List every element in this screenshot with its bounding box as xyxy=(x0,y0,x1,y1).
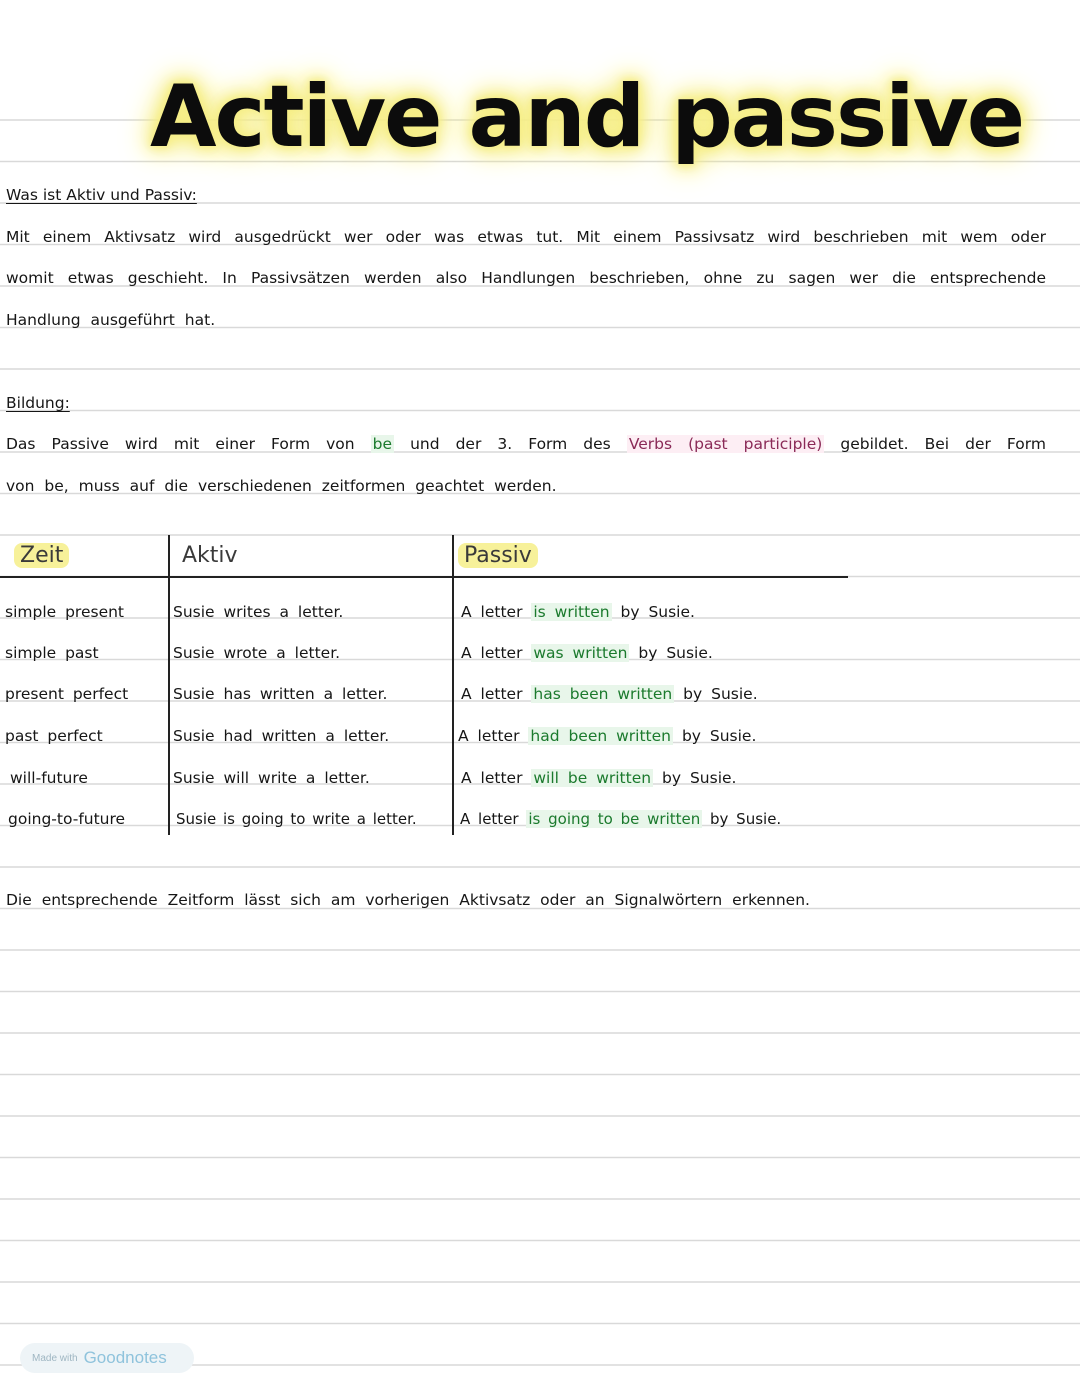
passiv-subject: A letter xyxy=(460,810,519,828)
aktiv-cell: Susie writes a letter. xyxy=(173,603,344,621)
passiv-verb: has been written xyxy=(533,685,673,703)
footer-note: Die entsprechende Zeitform lässt sich am vorherigen Aktivsatz oder an Signalwörtern erkennen. xyxy=(6,891,810,909)
passiv-agent: by Susie. xyxy=(662,769,737,787)
passiv-cell xyxy=(458,727,756,745)
be-highlight: be xyxy=(372,435,393,453)
passiv-agent: by Susie. xyxy=(638,644,713,662)
passiv-cell xyxy=(461,644,713,662)
passiv-cell xyxy=(460,810,781,828)
table-row xyxy=(0,802,850,842)
zeit-cell: going-to-future xyxy=(8,810,126,828)
formation-text-c: gebildet. Bei der Form xyxy=(840,435,1046,453)
passiv-agent: by Susie. xyxy=(620,603,695,621)
page-title: Active and passive xyxy=(150,67,1024,167)
passiv-verb: had been written xyxy=(530,727,671,745)
passiv-verb: will be written xyxy=(533,769,652,787)
zeit-cell: will-future xyxy=(10,769,88,787)
table-header-passiv: Passiv xyxy=(458,543,538,568)
definition-line-3: Handlung ausgeführt hat. xyxy=(6,311,216,329)
definition-line-2: womit etwas geschieht. In Passivsätzen werden also Handlungen beschrieben, ohne zu sagen wer die entsprechende xyxy=(6,269,1046,287)
zeit-cell: present perfect xyxy=(5,685,129,703)
table-row xyxy=(0,761,850,801)
table-header-zeit: Zeit xyxy=(14,543,69,568)
passiv-subject: A letter xyxy=(461,769,523,787)
formation-line-2: von be, muss auf die verschiedenen zeitformen geachtet werden. xyxy=(6,477,557,495)
zeit-cell: simple present xyxy=(5,603,125,621)
passiv-cell xyxy=(461,603,695,621)
passiv-agent: by Susie. xyxy=(681,727,757,745)
passiv-subject: A letter xyxy=(458,727,520,745)
aktiv-cell: Susie wrote a letter. xyxy=(173,644,341,662)
passiv-cell xyxy=(461,769,736,787)
table-header-underline xyxy=(0,576,848,578)
passiv-subject: A letter xyxy=(461,685,523,703)
aktiv-cell: Susie had written a letter. xyxy=(173,727,390,745)
passiv-subject: A letter xyxy=(461,603,523,621)
passiv-agent: by Susie. xyxy=(710,810,782,828)
table-header-aktiv: Aktiv xyxy=(176,543,244,568)
table-row xyxy=(0,719,850,759)
passiv-verb: is going to be written xyxy=(528,810,701,828)
section-heading-formation: Bildung: xyxy=(6,394,70,412)
zeit-cell: past perfect xyxy=(5,727,103,745)
badge-prefix: Made with xyxy=(32,1352,78,1364)
aktiv-cell: Susie will write a letter. xyxy=(173,769,370,787)
section-heading-definition: Was ist Aktiv und Passiv: xyxy=(6,186,197,204)
passiv-subject: A letter xyxy=(461,644,523,662)
passiv-verb: was written xyxy=(533,644,628,662)
table-row xyxy=(0,677,850,717)
formation-text-a: Das Passive wird mit einer Form von xyxy=(6,435,355,453)
verbs-highlight: Verbs (past participle) xyxy=(628,435,823,453)
definition-line-1: Mit einem Aktivsatz wird ausgedrückt wer oder was etwas tut. Mit einem Passivsatz wird beschrieben mit wem oder xyxy=(6,228,1046,246)
formation-text-b: und der 3. Form des xyxy=(410,435,611,453)
table-row xyxy=(0,595,850,635)
passiv-verb: is written xyxy=(533,603,610,621)
formation-line-1 xyxy=(6,435,1046,453)
passiv-agent: by Susie. xyxy=(683,685,758,703)
tense-table xyxy=(0,535,850,840)
passiv-cell xyxy=(461,685,758,703)
aktiv-cell: Susie has written a letter. xyxy=(173,685,388,703)
table-row xyxy=(0,636,850,676)
made-with-goodnotes-badge[interactable] xyxy=(20,1343,194,1373)
aktiv-cell: Susie is going to write a letter. xyxy=(176,810,417,828)
goodnotes-logo: Goodnotes xyxy=(83,1348,167,1367)
zeit-cell: simple past xyxy=(5,644,99,662)
